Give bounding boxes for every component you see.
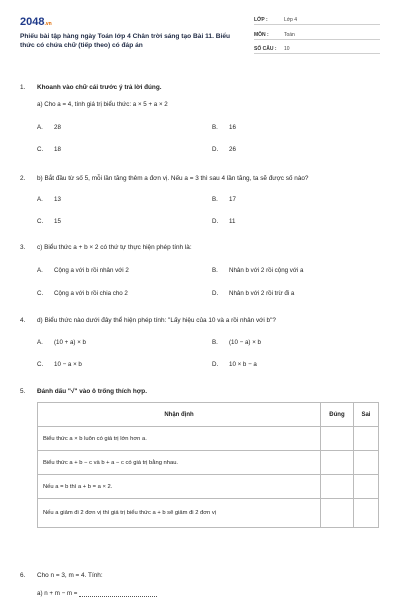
meta-value: Lớp 4 xyxy=(284,17,298,23)
option-letter: C. xyxy=(37,146,44,153)
option-text: 17 xyxy=(229,196,236,203)
statement-cell: Nếu a giảm đi 2 đơn vị thì giá trị biểu thức a + b sẽ giảm đi 2 đơn vị xyxy=(38,499,321,528)
option-text: 28 xyxy=(54,124,61,131)
table-row xyxy=(38,499,379,528)
option-c[interactable] xyxy=(37,361,82,368)
option-b[interactable] xyxy=(212,124,236,131)
question-number: 6. xyxy=(20,572,26,579)
table-row xyxy=(38,475,379,499)
meta-label: LỚP : xyxy=(254,17,268,23)
option-letter: D. xyxy=(212,290,219,297)
option-letter: A. xyxy=(37,339,43,346)
statement-cell: Nếu a = b thì a + b = a × 2. xyxy=(38,475,321,499)
option-letter: C. xyxy=(37,218,44,225)
option-text: Nhân b với 2 rồi cộng với a xyxy=(229,267,304,274)
option-letter: B. xyxy=(212,339,218,346)
option-d[interactable] xyxy=(212,146,236,153)
option-letter: B. xyxy=(212,267,218,274)
option-b[interactable] xyxy=(212,196,236,203)
question-text: c) Biểu thức a + b × 2 có thứ tự thực hiện phép tính là: xyxy=(37,244,192,251)
table-row xyxy=(38,427,379,451)
meta-subject xyxy=(254,30,380,40)
option-text: (10 − a) × b xyxy=(229,339,261,346)
option-a[interactable] xyxy=(37,339,86,346)
option-d[interactable] xyxy=(212,361,257,368)
option-a[interactable] xyxy=(37,124,61,131)
option-a[interactable] xyxy=(37,196,61,203)
option-text: 10 × b − a xyxy=(229,361,257,368)
option-text: 11 xyxy=(229,218,236,225)
option-c[interactable] xyxy=(37,218,61,225)
meta-class xyxy=(254,15,380,25)
meta-value: Toán xyxy=(284,32,295,38)
option-text: 10 − a × b xyxy=(54,361,82,368)
option-letter: D. xyxy=(212,218,219,225)
option-text: (10 + a) × b xyxy=(54,339,86,346)
statement-cell: Biểu thức a + b − c và b + a − c có giá trị bằng nhau. xyxy=(38,451,321,475)
option-text: 13 xyxy=(54,196,61,203)
option-text: 26 xyxy=(229,146,236,153)
question-6-part-a xyxy=(37,590,157,597)
true-checkbox-cell[interactable] xyxy=(321,499,354,528)
option-text: Nhân b với 2 rồi trừ đi a xyxy=(229,290,295,297)
option-c[interactable] xyxy=(37,290,128,297)
logo-domain: .vn xyxy=(44,21,52,27)
question-text: b) Bắt đầu từ số 5, mỗi lần tăng thêm a đơn vị. Nếu a = 3 thì sau 4 lần tăng, ta sẽ được số nào? xyxy=(37,175,309,182)
true-checkbox-cell[interactable] xyxy=(321,427,354,451)
question-number: 2. xyxy=(20,175,26,182)
column-header-false: Sai xyxy=(353,403,378,427)
option-letter: C. xyxy=(37,361,44,368)
option-text: Cộng a với b rồi chia cho 2 xyxy=(54,290,128,297)
option-c[interactable] xyxy=(37,146,61,153)
site-logo[interactable] xyxy=(20,16,52,28)
meta-question-count xyxy=(254,44,380,54)
column-header-statement: Nhận định xyxy=(38,403,321,427)
answer-blank[interactable] xyxy=(79,590,157,597)
false-checkbox-cell[interactable] xyxy=(353,475,378,499)
table-row xyxy=(38,451,379,475)
worksheet-title: Phiếu bài tập hàng ngày Toán lớp 4 Chân trời sáng tạo Bài 11. Biểu thức có chứa chữ (tiếp theo) có đáp án xyxy=(20,33,231,49)
question-number: 5. xyxy=(20,388,26,395)
true-false-table xyxy=(37,402,379,528)
false-checkbox-cell[interactable] xyxy=(353,451,378,475)
expression-text: a) n + m − m = xyxy=(37,590,78,597)
column-header-true: Đúng xyxy=(321,403,354,427)
question-text: d) Biểu thức nào dưới đây thể hiện phép tính: "Lấy hiệu của 10 và a rồi nhân với b"? xyxy=(37,317,276,324)
option-letter: A. xyxy=(37,196,43,203)
true-checkbox-cell[interactable] xyxy=(321,451,354,475)
question-text: Cho n = 3, m = 4. Tính: xyxy=(37,572,103,579)
option-letter: B. xyxy=(212,124,218,131)
option-a[interactable] xyxy=(37,267,129,274)
option-text: 16 xyxy=(229,124,236,131)
option-d[interactable] xyxy=(212,290,294,297)
question-number: 3. xyxy=(20,244,26,251)
question-text: Đánh dấu "√" vào ô trống thích hợp. xyxy=(37,388,147,395)
option-letter: D. xyxy=(212,361,219,368)
option-letter: D. xyxy=(212,146,219,153)
option-text: 15 xyxy=(54,218,61,225)
question-number: 1. xyxy=(20,84,26,91)
option-text: Cộng a với b rồi nhân với 2 xyxy=(54,267,129,274)
option-d[interactable] xyxy=(212,218,235,225)
option-letter: A. xyxy=(37,267,43,274)
false-checkbox-cell[interactable] xyxy=(353,499,378,528)
table-header-row xyxy=(38,403,379,427)
meta-label: MÔN : xyxy=(254,32,269,38)
option-text: 18 xyxy=(54,146,61,153)
option-letter: B. xyxy=(212,196,218,203)
question-text: Khoanh vào chữ cái trước ý trả lời đúng. xyxy=(37,84,162,91)
option-letter: A. xyxy=(37,124,43,131)
question-number: 4. xyxy=(20,317,26,324)
question-1-subtext: a) Cho a = 4, tính giá trị biểu thức: a × 5 + a × 2 xyxy=(37,101,168,108)
option-b[interactable] xyxy=(212,339,261,346)
meta-label: SỐ CÂU : xyxy=(254,46,277,52)
false-checkbox-cell[interactable] xyxy=(353,427,378,451)
statement-cell: Biểu thức a × b luôn có giá trị lớn hơn a. xyxy=(38,427,321,451)
option-letter: C. xyxy=(37,290,44,297)
meta-value: 10 xyxy=(284,46,290,52)
logo-text: 2048 xyxy=(20,16,45,28)
option-b[interactable] xyxy=(212,267,304,274)
true-checkbox-cell[interactable] xyxy=(321,475,354,499)
